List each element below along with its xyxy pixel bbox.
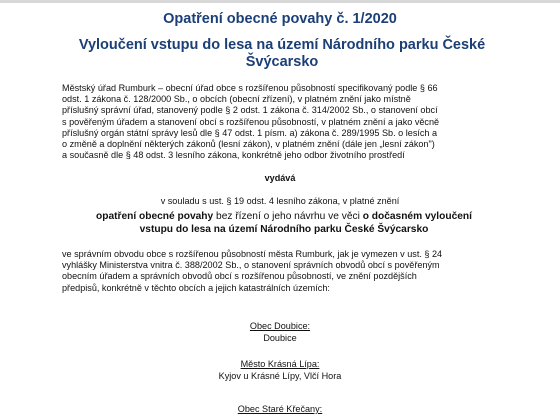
intro-line: příslušný správní úřad, stanovený podle § 2 odst. 1 zákona č. 314/2002 Sb., o stanovení obcí bbox=[62, 105, 438, 116]
cropped-header-remnant bbox=[0, 0, 560, 3]
subtitle-line: Švýcarsko bbox=[245, 54, 319, 70]
scope-paragraph bbox=[62, 249, 506, 294]
intro-line: a současně dle § 48 odst. 3 lesního zákona, konkrétně jeho odbor životního prostředí bbox=[62, 150, 405, 161]
intro-line: s pověřeným úřadem a stanovení obcí s rozšířenou působností, v platném znění a jako věcně bbox=[62, 116, 440, 127]
document-subtitle bbox=[62, 37, 502, 71]
scope-line: vyhlášky Ministerstva vnitra č. 388/2002 Sb., o stanovení správních obvodů obcí s pověřeným bbox=[62, 260, 440, 271]
scope-line: obecním úřadem a správních obvodů obcí s rozšířenou působností, ve znění pozdějších bbox=[62, 271, 417, 282]
decision-line bbox=[62, 211, 506, 224]
intro-paragraph bbox=[62, 83, 506, 161]
issues-heading: vydává bbox=[264, 173, 296, 183]
intro-line: příslušný orgán státní správy lesů dle § 47 odst. 1 písm. a) zákona č. 289/1995 Sb. o lesích a bbox=[62, 127, 438, 138]
legal-basis: v souladu s ust. § 19 odst. 4 lesního zákona, v platné znění bbox=[160, 196, 400, 206]
decision-measure: opatření obecné povahy bbox=[96, 211, 214, 222]
subtitle-line: Vyloučení vstupu do lesa na území Národního parku České bbox=[78, 37, 486, 53]
municipality-name: Město Krásná Lípa: bbox=[240, 359, 320, 369]
municipality-areas: Doubice bbox=[263, 333, 297, 343]
intro-line: o změně a doplnění některých zákonů (lesní zákon), v platném znění (dále jen „lesní zákon") bbox=[62, 139, 435, 150]
document-title: Opatření obecné povahy č. 1/2020 bbox=[163, 11, 397, 27]
municipality-name: Obec Staré Křečany: bbox=[237, 404, 323, 414]
decision-subject: o dočasném vyloučení bbox=[362, 211, 472, 222]
municipality-areas: Kyjov u Krásné Lípy, Vlčí Hora bbox=[218, 371, 342, 381]
intro-line: Městský úřad Rumburk – obecní úřad obce s rozšířenou působností specifikovaný podle § 66 bbox=[62, 83, 438, 93]
scope-line: předpisů, konkrétně v těchto obcích a jejich katastrálních územích: bbox=[62, 282, 330, 293]
intro-line: odst. 1 zákona č. 128/2000 Sb., o obcích (obecní zřízení), v platném znění jako místně bbox=[62, 94, 411, 105]
decision-connector: bez řízení o jeho návrhu ve věci bbox=[213, 211, 363, 222]
decision-statement bbox=[62, 211, 506, 236]
scope-line: ve správním obvodu obce s rozšířenou působností města Rumburk, jak je vymezen v ust. § 24 bbox=[62, 249, 443, 259]
decision-line-2: vstupu do lesa na území Národního parku České Švýcarsko bbox=[139, 223, 429, 235]
municipality-name: Obec Doubice: bbox=[249, 321, 311, 331]
